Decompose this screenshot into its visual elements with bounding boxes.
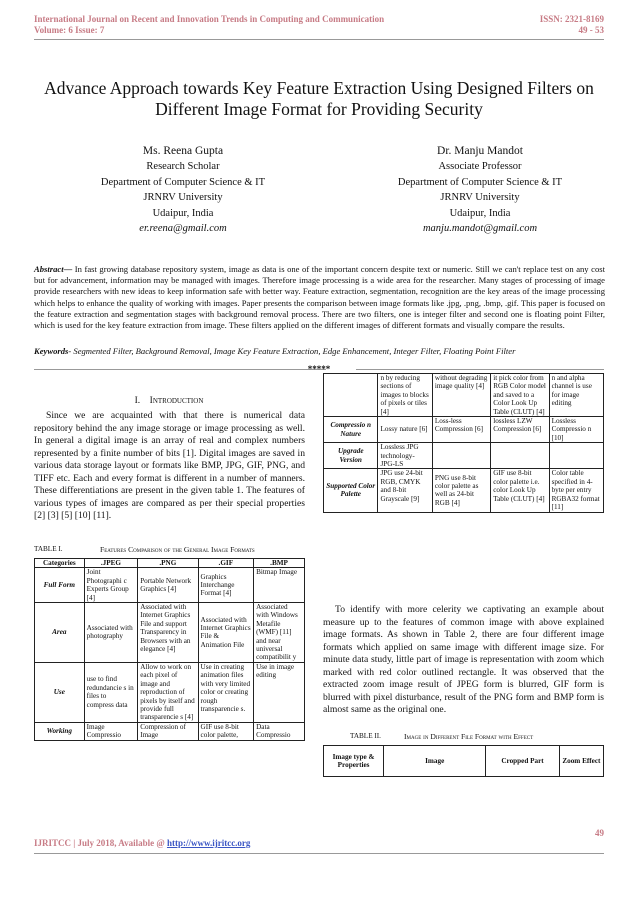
row-category: Area: [35, 603, 85, 663]
author-2: [355, 144, 605, 236]
table-row: [35, 722, 305, 740]
title-line-1: Advance Approach towards Key Feature Extraction Using Designed Filters on: [44, 78, 594, 98]
footer: [34, 838, 250, 848]
table2-caption: Image in Different File Format with Effect: [404, 732, 534, 741]
header-rule: [34, 39, 604, 40]
table-header: .BMP: [254, 559, 305, 568]
row-category: Use: [35, 662, 85, 722]
table-header: .GIF: [198, 559, 254, 568]
table-row: [324, 443, 604, 469]
author-email: manju.mandot@gmail.com: [422, 223, 538, 235]
table-row: [35, 662, 305, 722]
volume-issue: Volume: 6 Issue: 7: [34, 25, 105, 35]
table-cell: Associated with Internet Graphics File and support Transparency in Browsers with an elegance [4]: [138, 603, 198, 663]
intro-paragraph: Since we are acquainted with that there is numerical data repository behind the any image storage or image processing as well. In general a digital image is an array of real and complex numbers represented by a finite number of bits [1]. Digital images are saved in various data storage layout or formats like BMP, JPG, GIF, PNG, and TIFF etc. Each and every format is different in a number of manners. These differentiations are present in the given table 1. The features of various types of images are compared as per their special properties [2] [3] [5] [10] [11].: [34, 410, 305, 521]
table-cell: GIF use 8-bit color palette i.e. color Look Up Table (CLUT) [4]: [491, 469, 549, 512]
table-cell: Compression of Image: [138, 722, 198, 740]
table-row: [324, 417, 604, 443]
author-univ: JRNRV University: [440, 192, 520, 204]
row-category: Compressio n Nature: [324, 417, 378, 443]
table-cell: JPG use 24-bit RGB, CMYK and 8-bit Grayscale [9]: [378, 469, 432, 512]
table-cell: Lossless JPG technology- JPG-LS: [378, 443, 432, 469]
comparison-paragraph: To identify with more celerity we captivating an example about measure up to the features of common image with above explained image formats. As shown in Table 2, there are four different image formats which applied on same image with different image size. For minute data study, little part of image is representation with zoom which marked with red color outlined rectangle. It was observed that the extracted zoom image result of JPEG form is blurred, GIF form is blurred with pixel disturbance, result of the PNG form and BMP form is almost same as the original one.: [323, 604, 604, 715]
section-number: I.: [134, 396, 141, 406]
table-row: [324, 374, 604, 417]
author-city: Udaipur, India: [152, 207, 214, 219]
page-number: 49: [595, 828, 604, 838]
paper-title: [20, 78, 618, 120]
table-header: .JPEG: [84, 559, 138, 568]
abstract: [34, 264, 605, 331]
table-header-row: [35, 559, 305, 568]
table-cell: lossless LZW Compression [6]: [491, 417, 549, 443]
author-dept: Department of Computer Science & IT: [397, 176, 563, 188]
table-cell: GIF use 8-bit color palette,: [198, 722, 254, 740]
author-univ: JRNRV University: [143, 192, 223, 204]
table-cell: n and alpha channel is use for image editing: [549, 374, 603, 417]
table-cell: Associated with Windows Metafile (WMF) [11] and near universal compatibilit y: [254, 603, 305, 663]
author-name: Dr. Manju Mandot: [437, 145, 523, 157]
journal-name: International Journal on Recent and Innovation Trends in Computing and Communication: [34, 14, 385, 24]
row-category: [324, 374, 378, 417]
table-row: [324, 469, 604, 512]
table-header: Image type & Properties: [324, 746, 384, 777]
table-cell: it pick color from RGB Color model and saved to a Color Look Up Table (CLUT) [4]: [491, 374, 549, 417]
table2: [323, 745, 604, 777]
table-cell: use to find redundancie s in files to compress data: [84, 662, 138, 722]
table2-label: TABLE II.: [350, 732, 381, 740]
table-row: [35, 568, 305, 603]
author-role: Associate Professor: [438, 161, 522, 173]
table1-caption: Features Comparison of the General Image Formats: [100, 545, 255, 554]
table-cell: Lossy nature [6]: [378, 417, 432, 443]
author-1: [58, 144, 308, 236]
page-range: 49 - 53: [578, 25, 604, 35]
table-cell: without degrading image quality [4]: [432, 374, 490, 417]
table-header: Zoom Effect: [559, 746, 603, 777]
section-title: Introduction: [149, 396, 204, 406]
author-email: er.reena@gmail.com: [139, 223, 227, 235]
table-row: [35, 603, 305, 663]
section-heading: [34, 396, 304, 406]
footer-rule: [34, 853, 604, 854]
table-cell: Loss-less Compression [6]: [432, 417, 490, 443]
table-cell: Graphics Interchange Format [4]: [198, 568, 254, 603]
title-line-2: Different Image Format for Providing Security: [155, 99, 483, 119]
table-header: Cropped Part: [486, 746, 559, 777]
keywords-text: Segmented Filter, Background Removal, Image Key Feature Extraction, Edge Enhancement, Integer Filter, Floating Point Filter: [71, 346, 516, 356]
table-cell: Associated with photography: [84, 603, 138, 663]
author-city: Udaipur, India: [449, 207, 511, 219]
table1: [34, 558, 305, 741]
author-name: Ms. Reena Gupta: [142, 145, 224, 157]
abstract-label: Abstract—: [34, 264, 73, 274]
table-cell: [432, 443, 490, 469]
journal-link[interactable]: http://www.ijritcc.org: [166, 838, 251, 848]
row-category: Supported Color Palette: [324, 469, 378, 512]
table-cell: n by reducing sections of images to blocks of pixels or tiles [4]: [378, 374, 432, 417]
author-role: Research Scholar: [146, 161, 220, 173]
author-dept: Department of Computer Science & IT: [100, 176, 266, 188]
abstract-text: In fast growing database repository system, image as data is one of the important concern despite text or numeric. Still we can't replace test on any cost but for advancement, information may be managed with images. Therefore image processing is a wide area for the researcher. Many stages of processing of image provide researchers with new ideas to keep information safe with better way. Feature extraction, segmentation, recognition are the key areas of the image processing which helps to enhance the quality of working with images. Paper presents the comparison between image formats like .jpg, .png, .bmp, .gif. This paper is focused on the feature extraction and segmentation stages with background removal process. There are two filters, one is integer filter and second one is floating point Filter, which is used for the key feature extraction from image. These filters applied on the different images of different formats and visually compare the results.: [34, 264, 605, 331]
row-category: Working: [35, 722, 85, 740]
table-cell: Data Compressio: [254, 722, 305, 740]
table-cell: [549, 443, 603, 469]
table-cell: Bitmap Image: [254, 568, 305, 603]
row-category: Full Form: [35, 568, 85, 603]
table-cell: Color table specified in 4-byte per entry RGBA32 format [11]: [549, 469, 603, 512]
table-cell: Image Compressio: [84, 722, 138, 740]
table-header: Categories: [35, 559, 85, 568]
table-cell: Allow to work on each pixel of image and reproduction of pixels by itself and provide full transparencie s [4]: [138, 662, 198, 722]
issn: ISSN: 2321-8169: [539, 14, 604, 24]
table-cell: Joint Photographi c Experts Group [4]: [84, 568, 138, 603]
table-cell: Portable Network Graphics [4]: [138, 568, 198, 603]
keywords: [34, 346, 605, 357]
table-header: .PNG: [138, 559, 198, 568]
table-cell: Associated with Internet Graphics File & Animation File: [198, 603, 254, 663]
table1-continued: [323, 373, 604, 513]
table1-label: TABLE I.: [34, 545, 63, 553]
table-cell: Lossless Compressio n [10]: [549, 417, 603, 443]
table-header: Image: [384, 746, 486, 777]
footer-prefix: IJRITCC | July 2018, Available @: [34, 838, 167, 848]
row-category: Upgrade Version: [324, 443, 378, 469]
table-cell: PNG use 8-bit color palette as well as 24-bit RGB [4]: [432, 469, 490, 512]
table-cell: [491, 443, 549, 469]
table-cell: Use in creating animation files with very limited color or creating rough transparencie s.: [198, 662, 254, 722]
keywords-label: Keywords-: [34, 346, 72, 356]
table-header-row: [324, 746, 604, 777]
separator-stars: *****: [307, 364, 331, 374]
table-cell: Use in image editing: [254, 662, 305, 722]
